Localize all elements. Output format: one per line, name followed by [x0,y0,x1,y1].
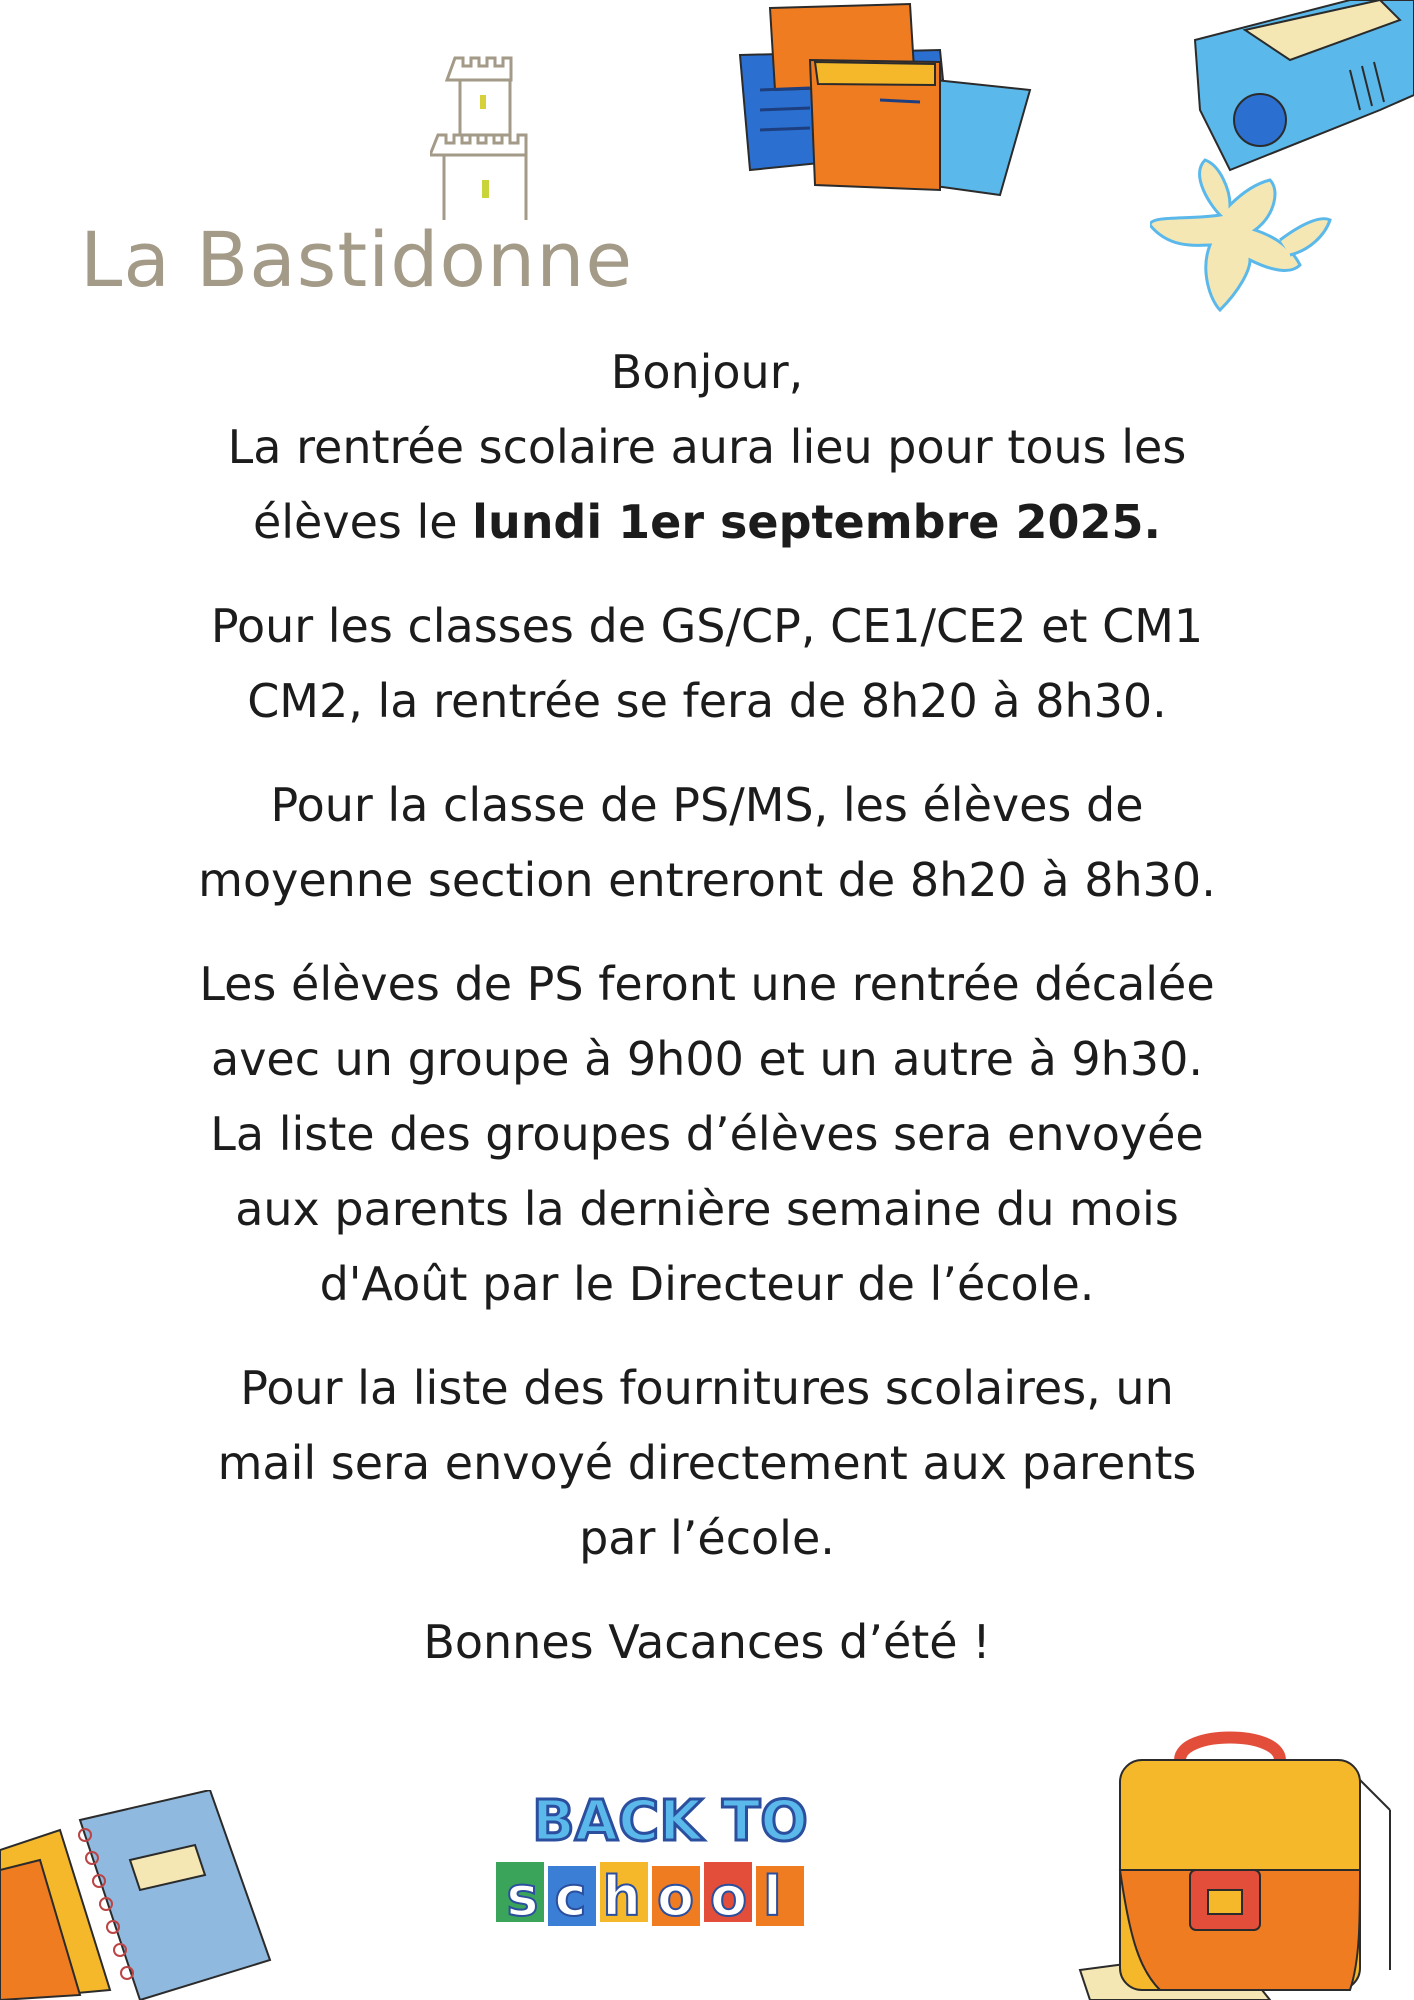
sticky-notes-illustration [730,0,1040,200]
school-logo [60,50,634,304]
p2-line-1: Pour la classe de PS/MS, les élèves de [270,778,1144,832]
notebooks-illustration [0,1790,280,2000]
logo-text: La Bastidonne [80,215,634,304]
back-to-school-badge [490,1770,850,1950]
p3-line-3: La liste des groupes d’élèves sera envoyée [210,1107,1204,1161]
tower-icon [430,50,540,220]
p3-line-1: Les élèves de PS feront une rentrée décalée [199,957,1215,1011]
p2-line-2: moyenne section entreront de 8h20 à 8h30. [198,853,1216,907]
intro-date: lundi 1er septembre 2025. [472,495,1162,549]
intro-line-1: La rentrée scolaire aura lieu pour tous les [227,420,1187,474]
p4-line-2: mail sera envoyé directement aux parents [217,1436,1197,1490]
p1-line-2: CM2, la rentrée se fera de 8h20 à 8h30. [247,674,1167,728]
closing-text: Bonnes Vacances d’été ! [423,1615,991,1669]
intro-paragraph [110,335,1304,560]
p4-line-1: Pour la liste des fournitures scolaires, un [240,1361,1174,1415]
badge-line-1: BACK TO [532,1789,808,1854]
intro-line-2-prefix: élèves le [252,495,473,549]
paragraph-classes-elementary [110,589,1304,739]
p1-line-1: Pour les classes de GS/CP, CE1/CE2 et CM1 [210,599,1204,653]
p3-line-4: aux parents la dernière semaine du mois [235,1182,1179,1236]
greeting: Bonjour, [610,345,804,399]
p3-line-2: avec un groupe à 9h00 et un autre à 9h30. [211,1032,1203,1086]
paragraph-class-psms [110,768,1304,918]
pencil-sharpener-illustration [1150,0,1414,320]
p3-line-5: d'Août par le Directeur de l’école. [319,1257,1095,1311]
paragraph-supplies [110,1351,1304,1576]
letter-body [110,335,1304,1709]
school-bag-illustration [1070,1720,1414,2000]
badge-line-2: school [506,1865,798,1928]
p4-line-3: par l’école. [579,1511,835,1565]
paragraph-ps-groups [110,947,1304,1322]
closing-line [110,1605,1304,1680]
